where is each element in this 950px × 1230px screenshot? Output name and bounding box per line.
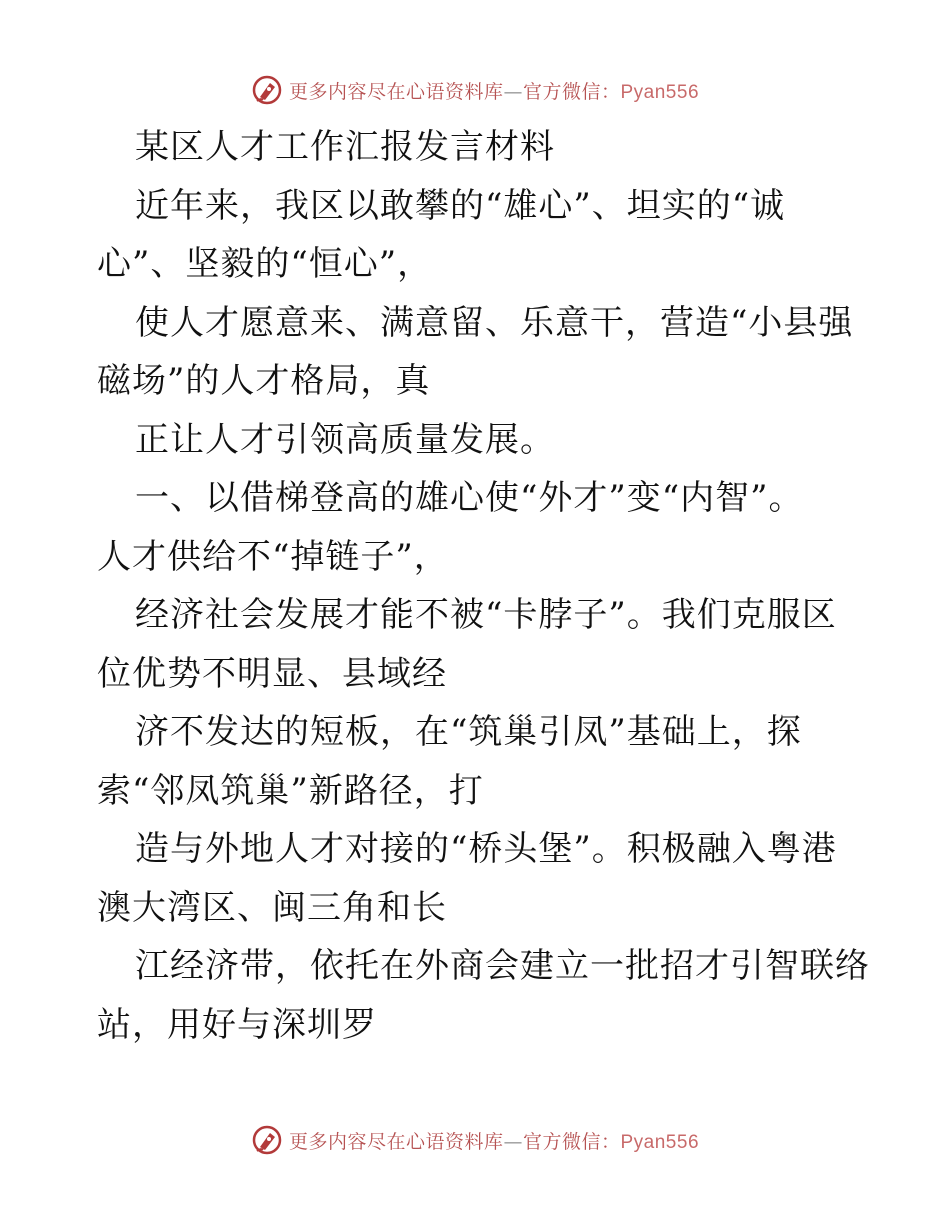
paragraph-line: 江经济带，依托在外商会建立一批招才引智联络 [135,946,870,986]
header-banner [0,70,950,110]
footer-wechat-id: Pyan556 [620,1131,700,1153]
header-separator: — [503,80,523,103]
footer-banner [0,1120,950,1160]
footer-site-text: 更多内容尽在心语资料库 [288,1130,504,1153]
paragraph-line: 经济社会发展才能不被“卡脖子”。我们克服区 [135,595,837,635]
header-wechat-id: Pyan556 [620,81,700,103]
paragraph-line: 使人才愿意来、满意留、乐意干，营造“小县强 [135,302,854,343]
footer-wechat-label: 官方微信： [522,1130,621,1153]
paragraph-line: 济不发达的短板，在“筑巢引凤”基础上，探 [135,712,802,752]
document-title: 某区人才工作汇报发言材料 [135,127,555,167]
paragraph-line: 近年来，我区以敢攀的“雄心”、坦实的“诚 [135,185,786,226]
document-body [97,118,870,1054]
paragraph-line: 澳大湾区、闽三角和长 [97,887,447,928]
header-banner-text [289,77,699,104]
paragraph-line: 人才供给不“掉链子”， [97,536,449,577]
pen-nib-logo-icon [251,1124,283,1156]
pen-nib-logo-icon [251,74,283,106]
paragraph-line: 正让人才引领高质量发展。 [135,419,555,460]
section-heading-line: 一、以借梯登高的雄心使“外才”变“内智”。 [135,478,804,518]
header-wechat-label: 官方微信： [522,80,621,103]
paragraph-line: 站，用好与深圳罗 [97,1004,377,1045]
header-site-text: 更多内容尽在心语资料库 [288,80,504,103]
footer-banner-text [289,1127,699,1154]
paragraph-line: 心”、坚毅的“恒心”， [97,244,433,284]
footer-separator: — [503,1130,523,1153]
paragraph-line: 索“邻凤筑巢”新路径，打 [97,770,484,811]
paragraph-line: 造与外地人才对接的“桥头堡”。积极融入粤港 [135,829,837,869]
paragraph-line: 磁场”的人才格局，真 [97,361,431,401]
paragraph-line: 位优势不明显、县域经 [97,653,447,694]
